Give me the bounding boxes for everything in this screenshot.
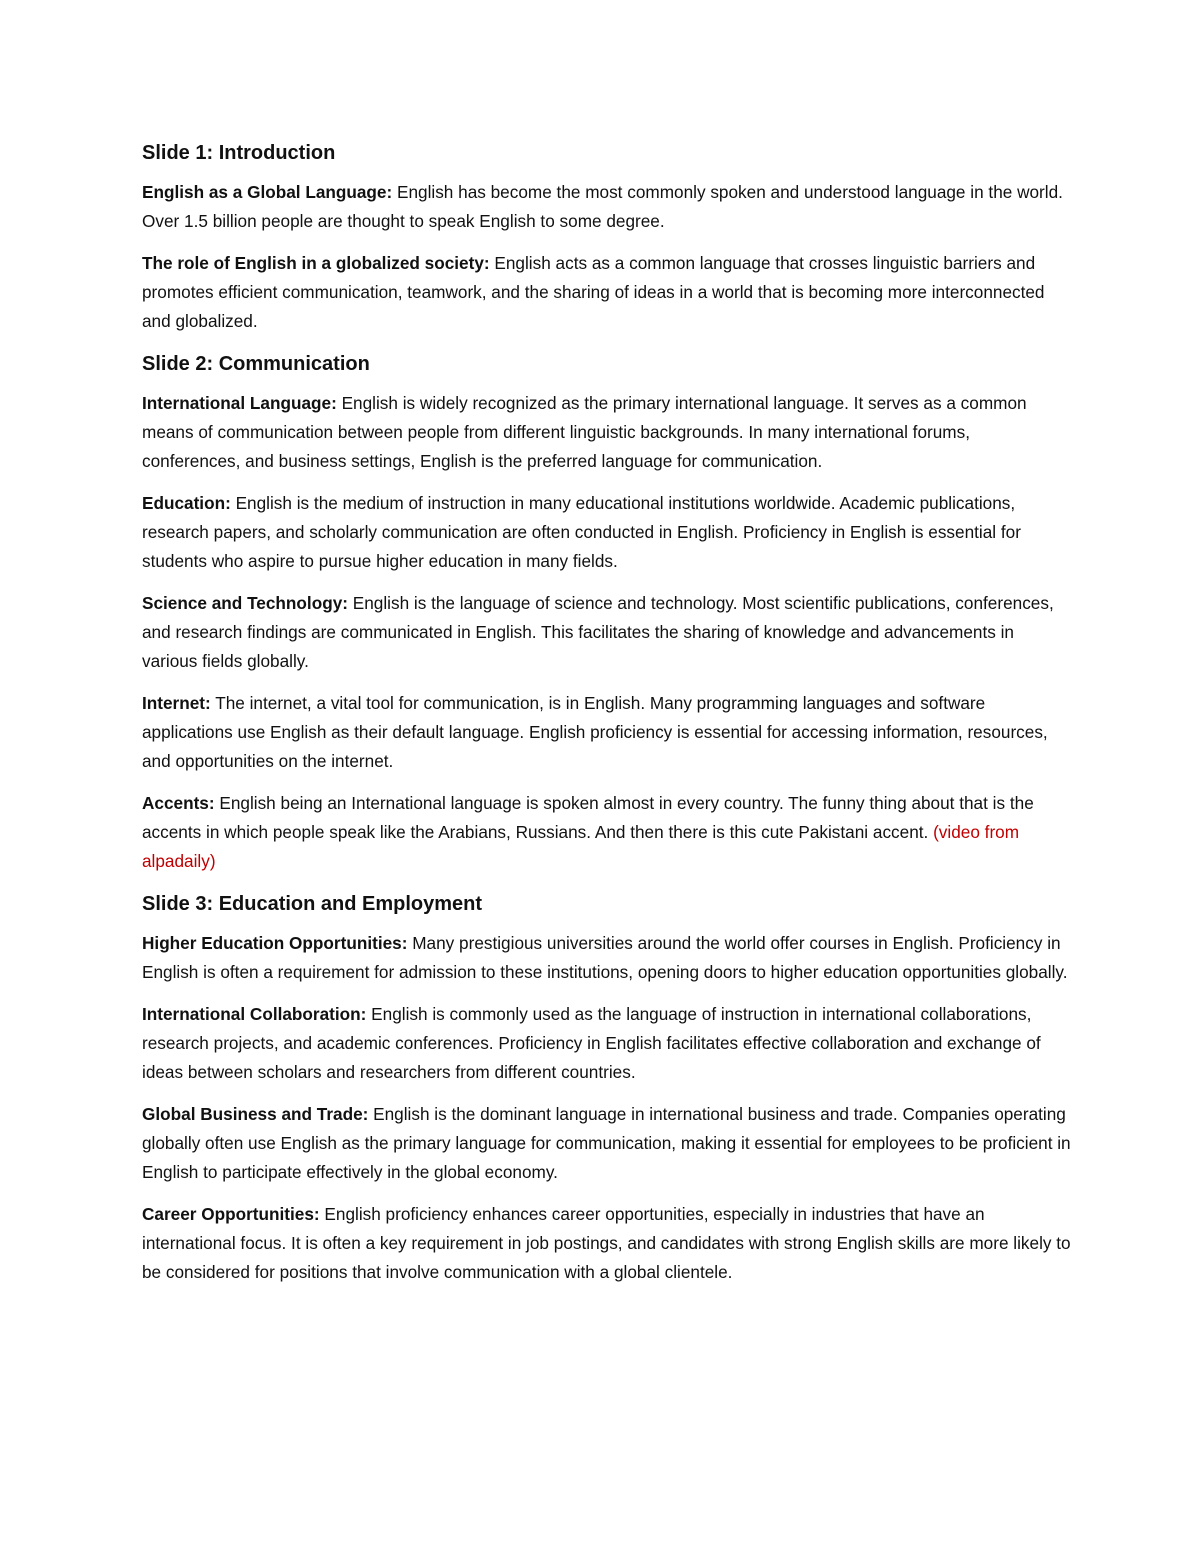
paragraph-term: Career Opportunities:: [142, 1204, 320, 1224]
paragraph-text: English is widely recognized as the primary international language. It serves as a common means of communication between people from different linguistic backgrounds. In many international forums, conferences, and business settings, English is the preferred language for communication.: [142, 393, 1027, 471]
section-slide-2: [142, 349, 1072, 876]
paragraph: [142, 389, 1072, 476]
paragraph: [142, 789, 1072, 876]
paragraph: [142, 1100, 1072, 1187]
paragraph-term: International Collaboration:: [142, 1004, 367, 1024]
paragraph-term: Education:: [142, 493, 231, 513]
paragraph-term: English as a Global Language:: [142, 182, 393, 202]
section-slide-1: [142, 138, 1072, 336]
paragraph-term: Science and Technology:: [142, 593, 348, 613]
section-heading: Slide 1: Introduction: [142, 142, 336, 164]
paragraph: [142, 589, 1072, 676]
paragraph: [142, 689, 1072, 776]
paragraph: [142, 1000, 1072, 1087]
paragraph-text: English is the language of science and technology. Most scientific publications, conferences, and research findings are communicated in English. This facilitates the sharing of knowledge and advancements in various fields globally.: [142, 593, 1054, 671]
paragraph-text: English has become the most commonly spoken and understood language in the world. Over 1.5 billion people are thought to speak English to some degree.: [142, 182, 1063, 231]
paragraph-text: Many prestigious universities around the world offer courses in English. Proficiency in English is often a requirement for admission to these institutions, opening doors to higher education opportunities globally.: [142, 933, 1068, 982]
paragraph-term: The role of English in a globalized society:: [142, 253, 490, 273]
paragraph-text: English proficiency enhances career opportunities, especially in industries that have an international focus. It is often a key requirement in job postings, and candidates with strong English skills are more likely to be considered for positions that involve communication with a global clientele.: [142, 1204, 1071, 1282]
paragraph: [142, 929, 1072, 987]
section-slide-3: [142, 889, 1072, 1287]
document-page: [142, 138, 1072, 1300]
paragraph-term: Higher Education Opportunities:: [142, 933, 408, 953]
paragraph-term: Internet:: [142, 693, 211, 713]
section-heading: Slide 2: Communication: [142, 353, 370, 375]
paragraph-term: Global Business and Trade:: [142, 1104, 369, 1124]
paragraph-text: The internet, a vital tool for communication, is in English. Many programming languages and software applications use English as their default language. English proficiency is essential for accessing information, resources, and opportunities on the internet.: [142, 693, 1048, 771]
paragraph-term: Accents:: [142, 793, 215, 813]
paragraph: [142, 249, 1072, 336]
video-note: (video from alpadaily): [142, 822, 1020, 871]
paragraph: [142, 178, 1072, 236]
paragraph-term: International Language:: [142, 393, 337, 413]
paragraph-text: English is commonly used as the language of instruction in international collaborations, research projects, and academic conferences. Proficiency in English facilitates effective collaboration and exchange of ideas between scholars and researchers from different countries.: [142, 1004, 1041, 1082]
paragraph: [142, 489, 1072, 576]
paragraph-text: English acts as a common language that crosses linguistic barriers and promotes efficient communication, teamwork, and the sharing of ideas in a world that is becoming more interconnected and globalized.: [142, 253, 1045, 331]
paragraph-text: English is the medium of instruction in many educational institutions worldwide. Academic publications, research papers, and scholarly communication are often conducted in English. Proficiency in English is essential for students who aspire to pursue higher education in many fields.: [142, 493, 1021, 571]
paragraph-text: English being an International language is spoken almost in every country. The funny thing about that is the accents in which people speak like the Arabians, Russians. And then there is this cute Pakistani accent.: [142, 793, 1034, 842]
paragraph-text: English is the dominant language in international business and trade. Companies operating globally often use English as the primary language for communication, making it essential for employees to be proficient in English to participate effectively in the global economy.: [142, 1104, 1071, 1182]
section-heading: Slide 3: Education and Employment: [142, 893, 483, 915]
paragraph: [142, 1200, 1072, 1287]
